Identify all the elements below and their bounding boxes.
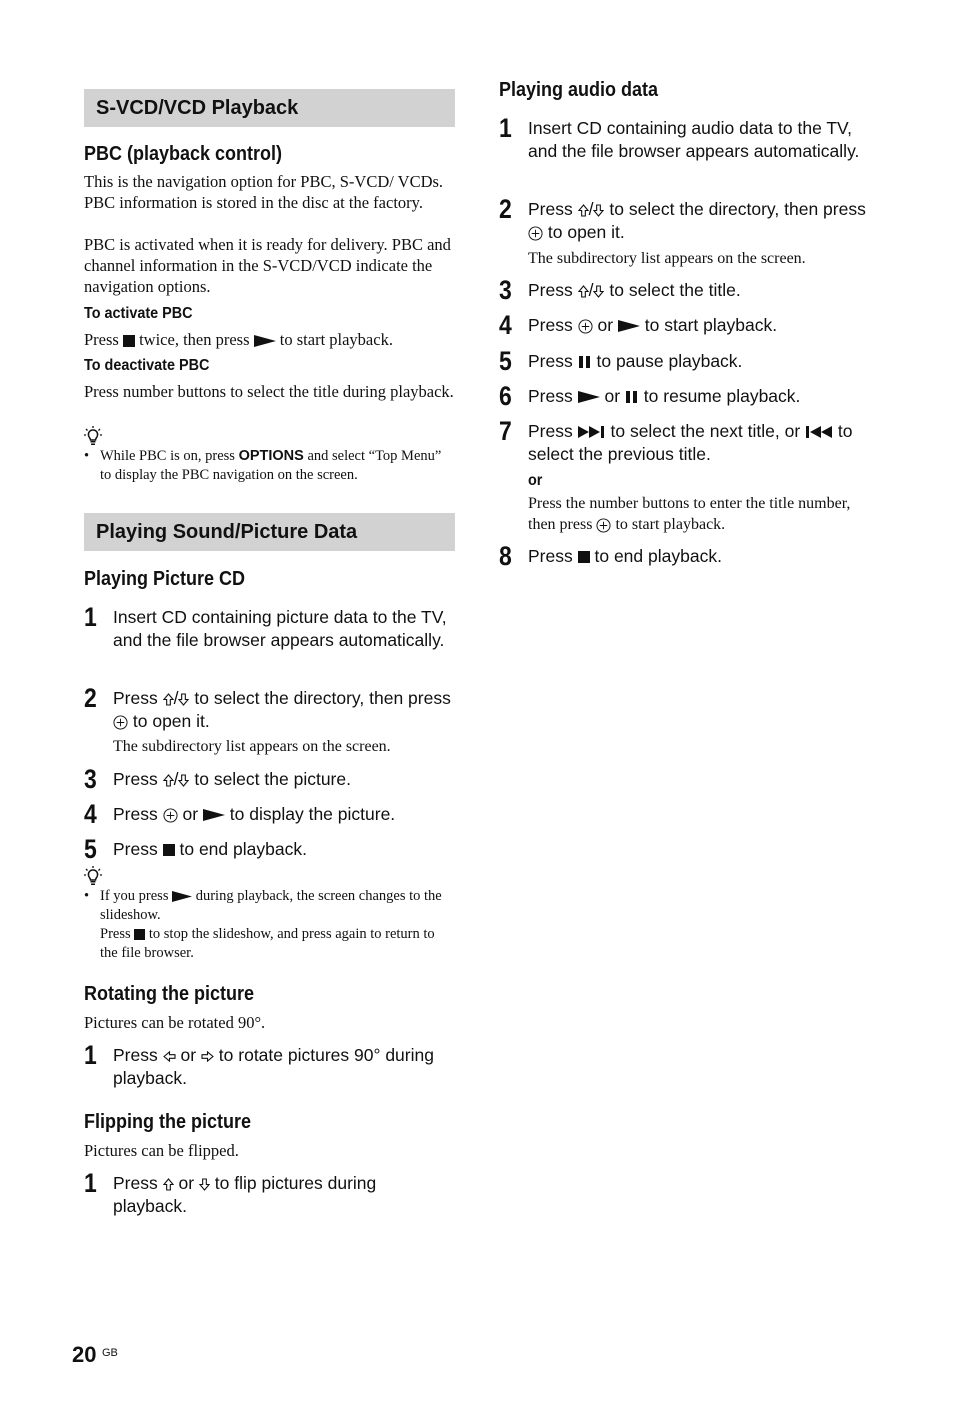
activate-pbc-text: Press twice, then press to start playback. — [84, 330, 393, 349]
stop-icon — [134, 929, 145, 940]
picture-step-2-note: The subdirectory list appears on the screen. — [113, 738, 391, 755]
stop-icon — [123, 335, 135, 347]
pause-icon — [625, 391, 639, 403]
down-arrow-icon — [199, 1178, 210, 1191]
left-arrow-icon — [163, 1051, 176, 1062]
tip-icon — [84, 866, 102, 886]
audio-step-2-note: The subdirectory list appears on the screen. — [528, 250, 806, 267]
play-icon — [578, 391, 600, 403]
stop-icon — [578, 551, 590, 563]
up-arrow-icon — [163, 693, 174, 706]
page-number: 20 — [72, 1342, 97, 1367]
enter-icon — [163, 808, 178, 823]
up-arrow-icon — [163, 1178, 174, 1191]
down-arrow-icon — [178, 693, 189, 706]
up-arrow-icon — [163, 774, 174, 787]
up-arrow-icon — [578, 285, 589, 298]
deactivate-pbc-heading: To deactivate PBC — [84, 357, 210, 374]
next-icon — [578, 426, 606, 438]
prev-icon — [805, 426, 833, 438]
activate-pbc-heading: To activate PBC — [84, 305, 193, 322]
down-arrow-icon — [593, 285, 604, 298]
region-code: GB — [102, 1347, 118, 1359]
stop-icon — [163, 844, 175, 856]
deactivate-pbc-text: Press number buttons to select the title during playback. — [84, 382, 454, 401]
audio-step-7-or: or — [528, 472, 543, 489]
up-arrow-icon — [578, 204, 589, 217]
pause-icon — [578, 356, 592, 368]
enter-icon — [528, 226, 543, 241]
enter-icon — [578, 319, 593, 334]
audio-step-7-note: Press the number buttons to enter the title number, then press to start playback. — [528, 495, 851, 533]
flip-text: Pictures can be flipped. — [84, 1141, 239, 1160]
right-arrow-icon — [201, 1051, 214, 1062]
pbc-heading: PBC (playback control) — [84, 143, 283, 165]
section-banner-sound-picture: Playing Sound/Picture Data — [84, 513, 455, 551]
flip-heading: Flipping the picture — [84, 1111, 251, 1133]
rotate-text: Pictures can be rotated 90°. — [84, 1013, 266, 1032]
pbc-paragraph-1: This is the navigation option for PBC, S-VCD/ VCDs. PBC information is stored in the disc at the factory. — [84, 172, 444, 212]
rotate-heading: Rotating the picture — [84, 983, 255, 1005]
play-icon — [172, 891, 192, 902]
enter-icon — [113, 715, 128, 730]
pbc-paragraph-2: PBC is activated when it is ready for delivery. PBC and channel information in the S-VCD/VCD indicate the navigation options. — [84, 235, 451, 296]
play-icon — [254, 335, 276, 347]
picture-cd-heading: Playing Picture CD — [84, 568, 246, 590]
down-arrow-icon — [593, 204, 604, 217]
audio-heading: Playing audio data — [499, 79, 659, 101]
down-arrow-icon — [178, 774, 189, 787]
tip-icon — [84, 426, 102, 446]
section-banner-svcd: S-VCD/VCD Playback — [84, 89, 455, 127]
play-icon — [618, 320, 640, 332]
play-icon — [203, 809, 225, 821]
enter-icon — [596, 518, 611, 533]
